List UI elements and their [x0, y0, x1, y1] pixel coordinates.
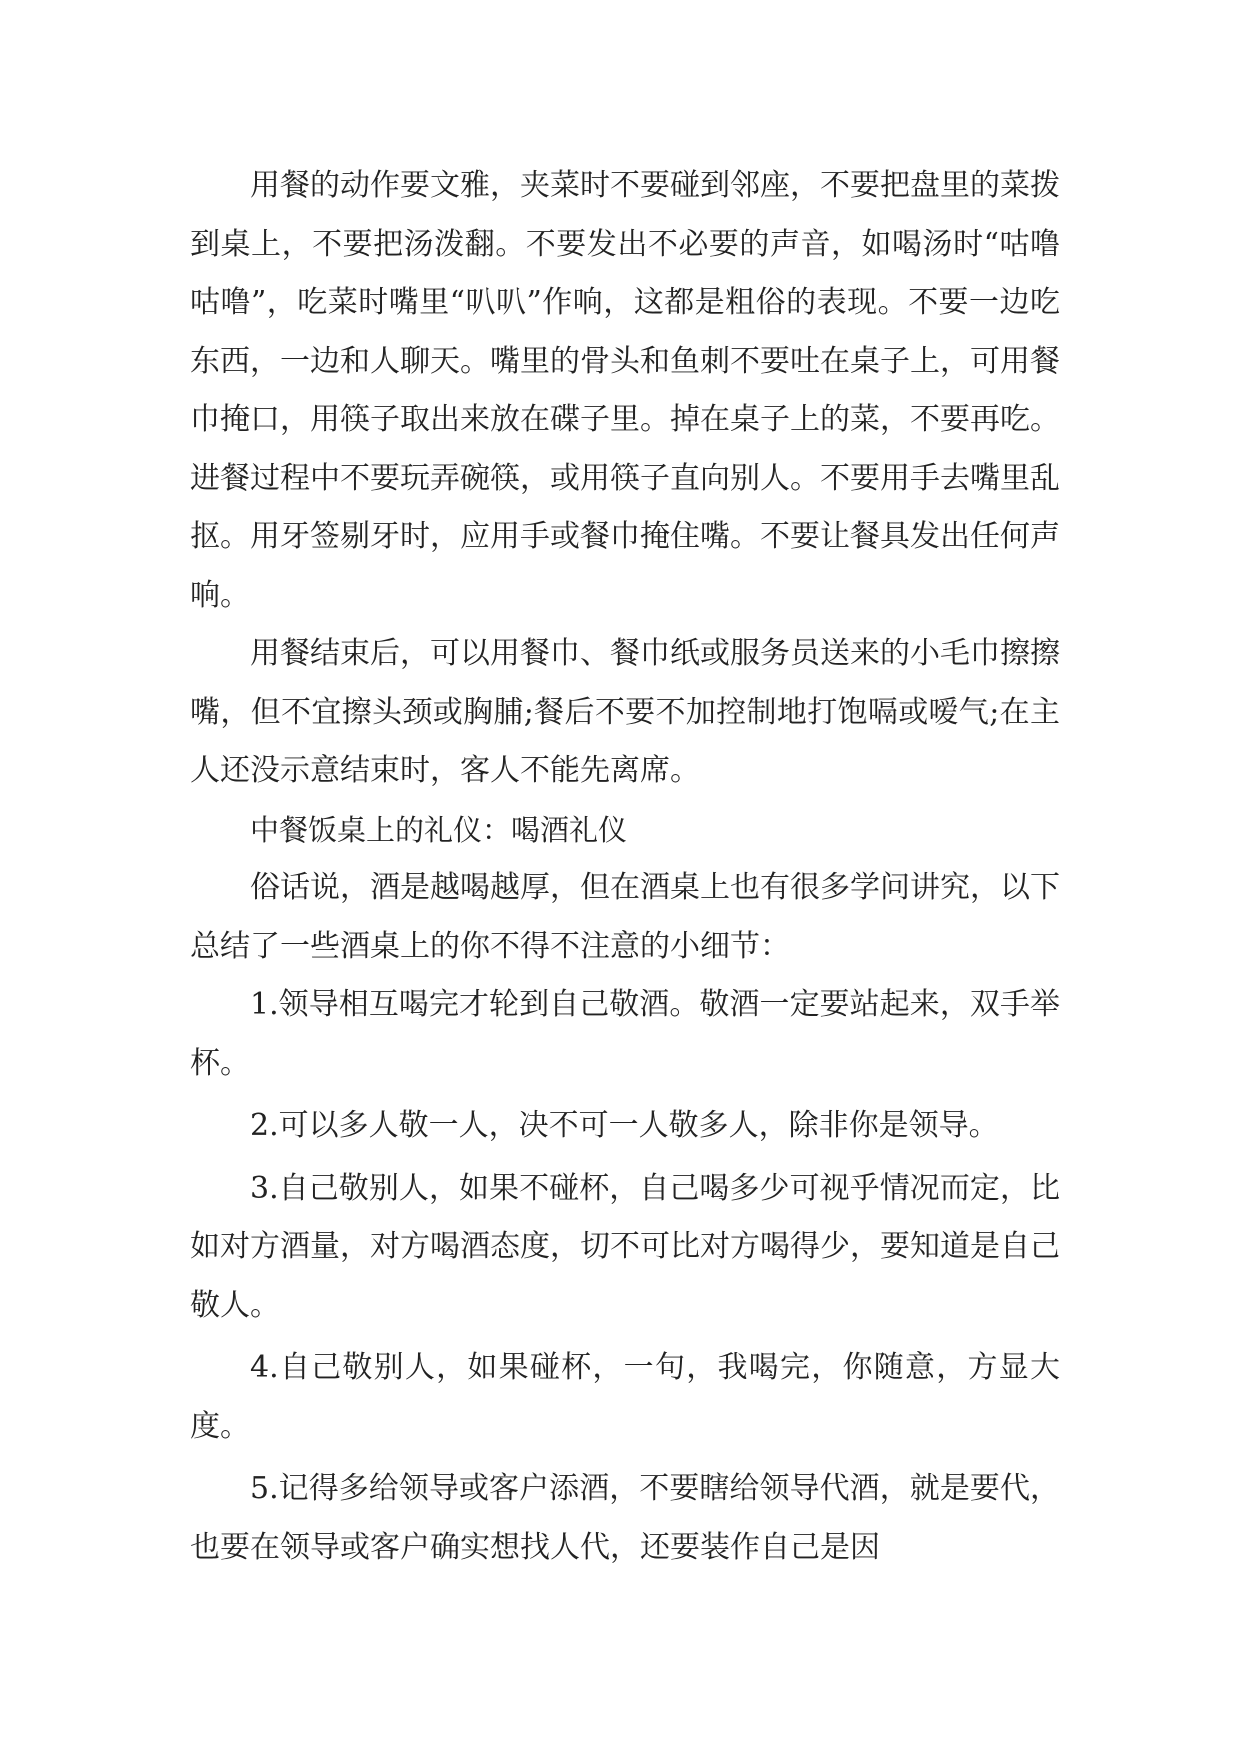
- list-item-5: 5.记得多给领导或客户添酒，不要瞎给领导代酒，就是要代，也要在领导或客户确实想找人代，还要装作自己是因: [190, 1471, 1060, 1565]
- list-item-3: 3.自己敬别人，如果不碰杯，自己喝多少可视乎情况而定，比如对方酒量，对方喝酒态度，切不可比对方喝得少，要知道是自己敬人。: [190, 1170, 1060, 1323]
- list-item-2: 2.可以多人敬一人，决不可一人敬多人，除非你是领导。: [250, 1108, 999, 1143]
- document-body: [190, 157, 1060, 1577]
- paragraph-drinking-intro: 俗话说，酒是越喝越厚，但在酒桌上也有很多学问讲究，以下总结了一些酒桌上的你不得不注意的小细节：: [190, 870, 1060, 964]
- list-item-4: 4.自己敬别人，如果碰杯，一句，我喝完，你随意，方显大度。: [190, 1350, 1060, 1444]
- paragraph-dining-manners: 用餐的动作要文雅，夹菜时不要碰到邻座，不要把盘里的菜拨到桌上，不要把汤泼翻。不要发出不必要的声音，如喝汤时“咕噜咕噜”，吃菜时嘴里“叭叭”作响，这都是粗俗的表现。不要一边吃东西，一边和人聊天。嘴里的骨头和鱼刺不要吐在桌子上，可用餐巾掩口，用筷子取出来放在碟子里。掉在桌子上的菜，不要再吃。进餐过程中不要玩弄碗筷，或用筷子直向别人。不要用手去嘴里乱抠。用牙签剔牙时，应用手或餐巾掩住嘴。不要让餐具发出任何声响。: [190, 168, 1060, 613]
- paragraph-after-meal: 用餐结束后，可以用餐巾、餐巾纸或服务员送来的小毛巾擦擦嘴，但不宜擦头颈或胸脯;餐后不要不加控制地打饱嗝或嗳气;在主人还没示意结束时，客人不能先离席。: [190, 636, 1060, 788]
- list-item-1: 1.领导相互喝完才轮到自己敬酒。敬酒一定要站起来，双手举杯。: [190, 987, 1060, 1081]
- section-heading-drinking-etiquette: 中餐饭桌上的礼仪：喝酒礼仪: [250, 812, 628, 847]
